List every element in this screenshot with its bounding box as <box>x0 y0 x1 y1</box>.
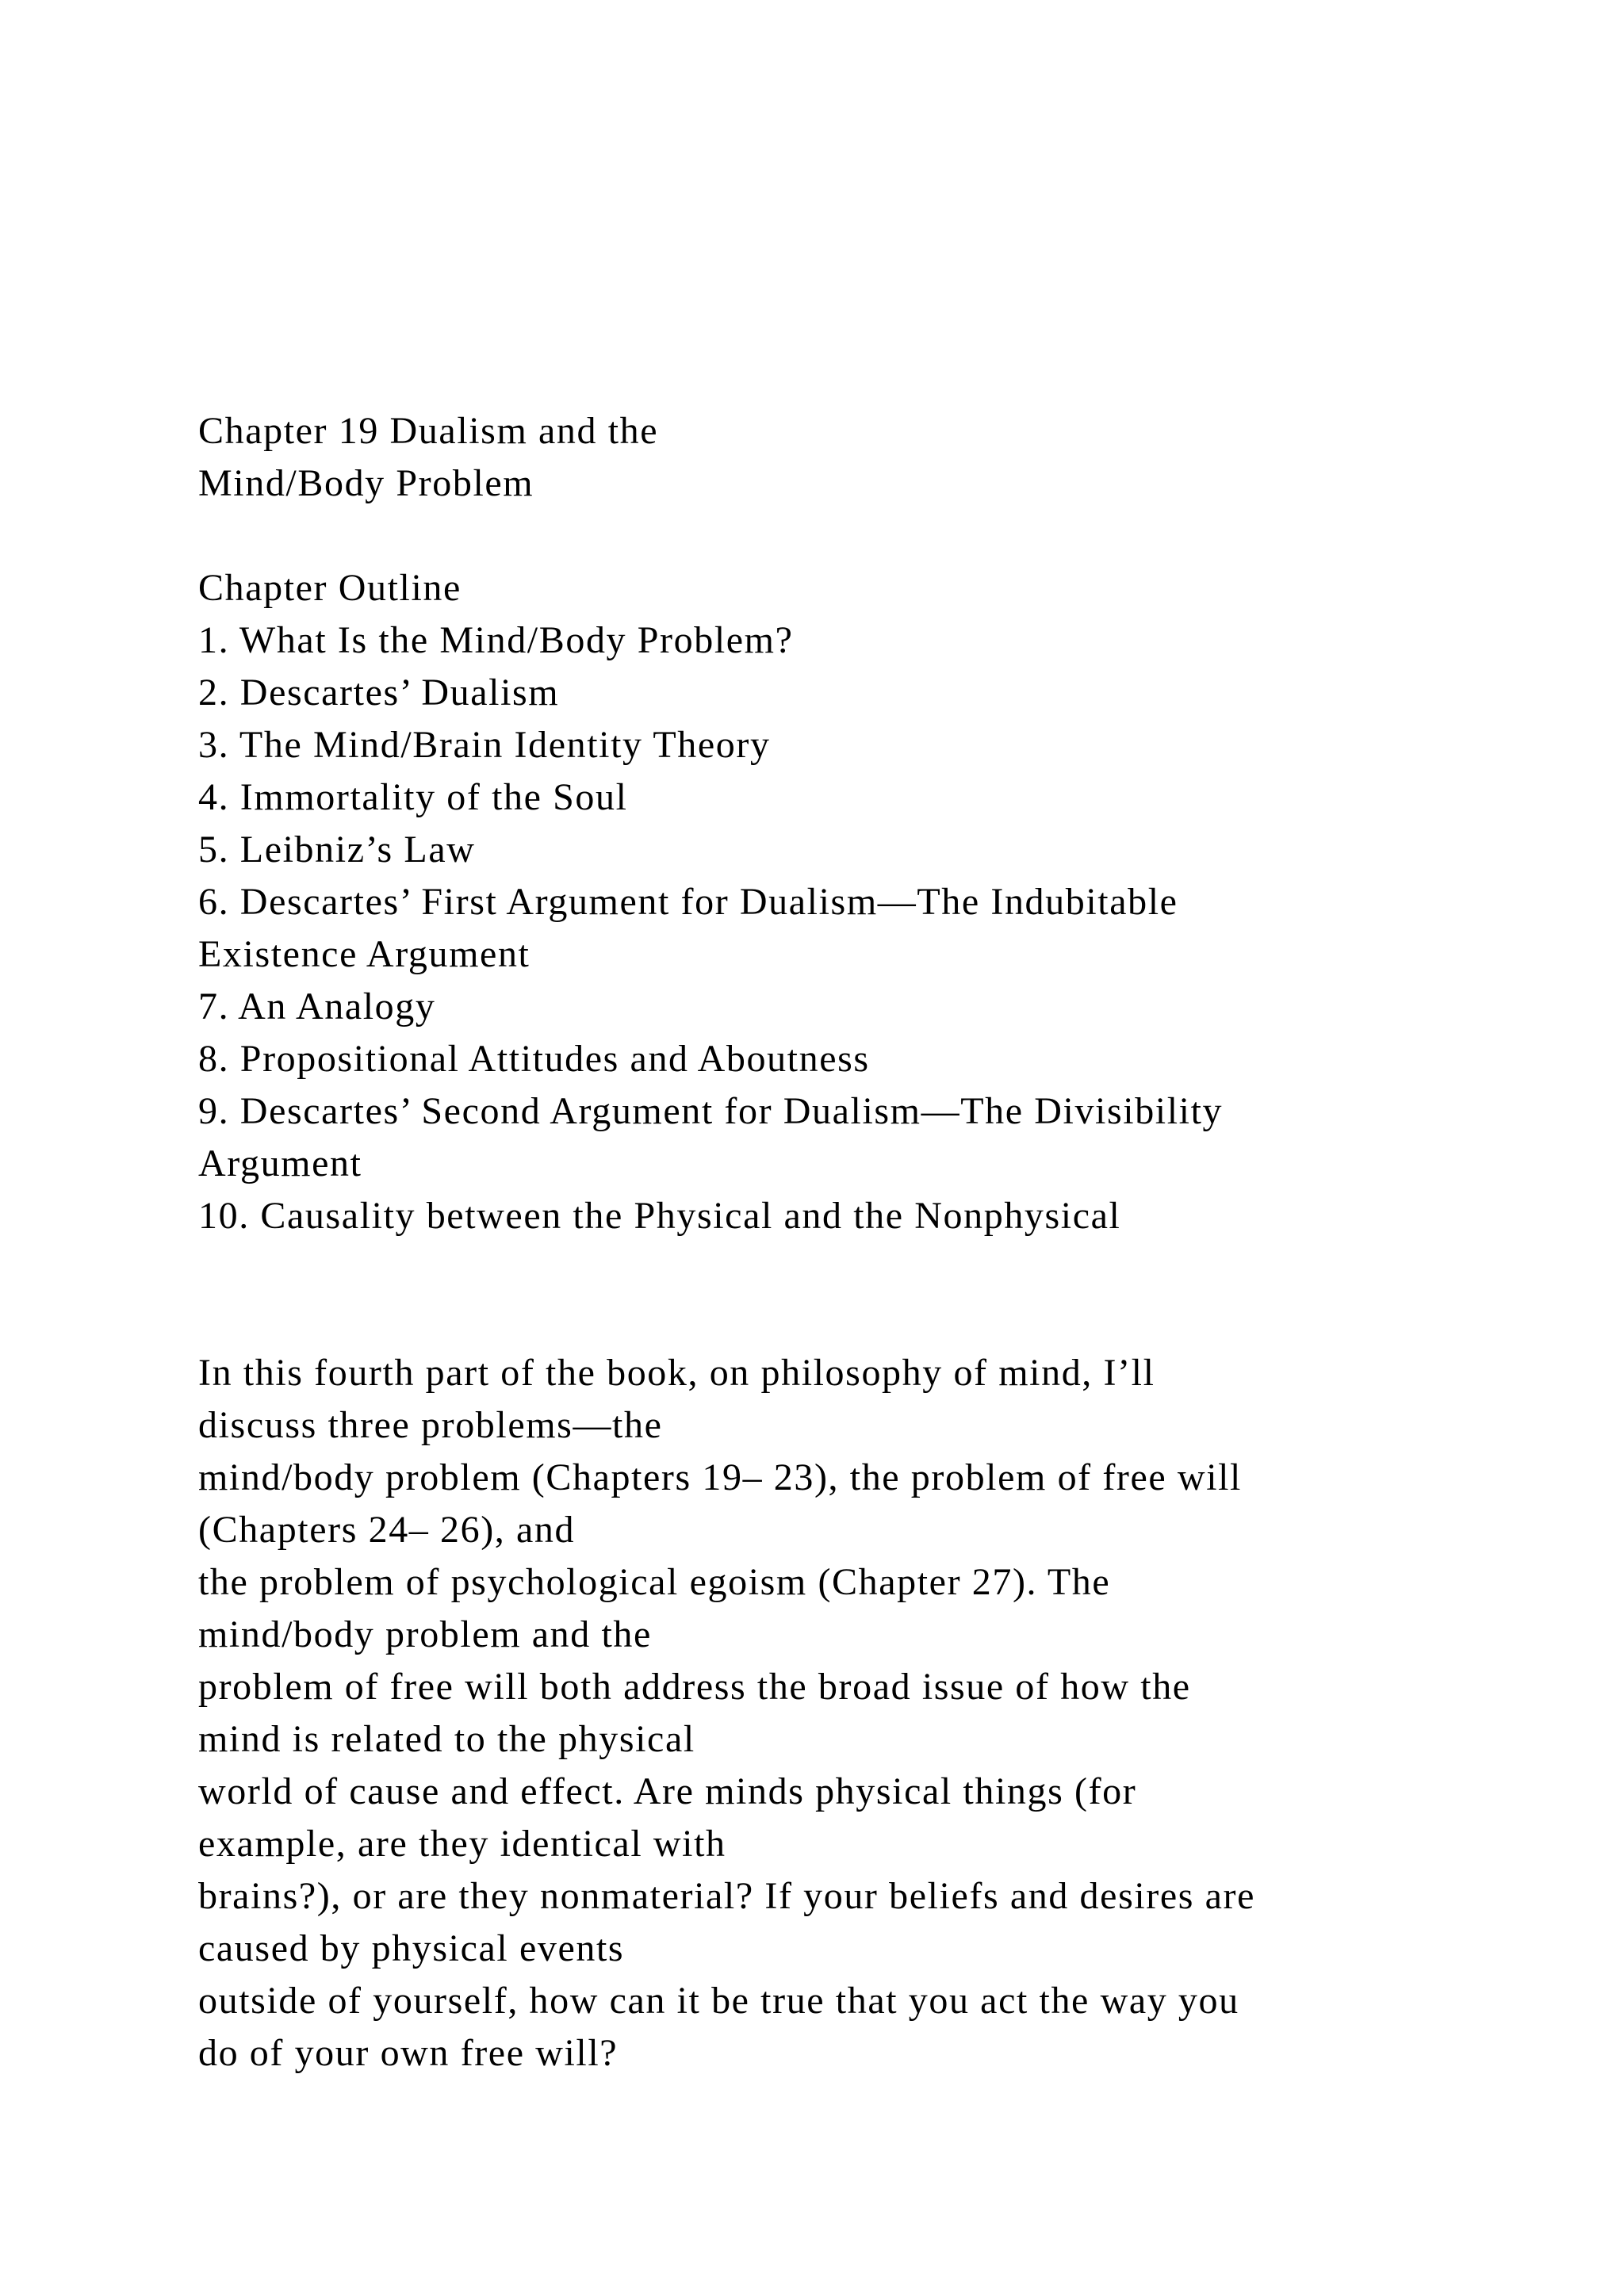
outline-item: 6. Descartes’ First Argument for Dualism—The Indubitable <box>198 881 1178 923</box>
paragraph-line: example, are they identical with <box>198 1823 726 1865</box>
paragraph-line: discuss three problems—the <box>198 1404 663 1446</box>
paragraph-line: world of cause and effect. Are minds physical things (for <box>198 1770 1137 1812</box>
paragraph-line: brains?), or are they nonmaterial? If your beliefs and desires are <box>198 1875 1256 1917</box>
document-text <box>198 405 1594 2080</box>
chapter-title-line: Mind/Body Problem <box>198 462 534 504</box>
outline-item: 1. What Is the Mind/Body Problem? <box>198 619 794 661</box>
outline-item: 4. Immortality of the Soul <box>198 776 628 818</box>
outline-item: 8. Propositional Attitudes and Aboutness <box>198 1038 870 1080</box>
paragraph-line: mind is related to the physical <box>198 1718 695 1760</box>
blank-line <box>198 510 1594 562</box>
outline-item: Existence Argument <box>198 933 530 975</box>
outline-item: 5. Leibniz’s Law <box>198 828 476 871</box>
outline-heading: Chapter Outline <box>198 567 462 609</box>
paragraph-line: do of your own free will? <box>198 2032 619 2074</box>
paragraph-line: mind/body problem and the <box>198 1613 652 1655</box>
outline-item: 10. Causality between the Physical and the Nonphysical <box>198 1195 1121 1237</box>
outline-item: 3. The Mind/Brain Identity Theory <box>198 724 771 766</box>
outline-item: 2. Descartes’ Dualism <box>198 672 560 714</box>
paragraph-line: outside of yourself, how can it be true that you act the way you <box>198 1980 1239 2022</box>
outline-item: Argument <box>198 1142 362 1184</box>
blank-space <box>198 1242 1594 1347</box>
paragraph-line: In this fourth part of the book, on philosophy of mind, I’ll <box>198 1352 1155 1394</box>
paragraph-line: problem of free will both address the broad issue of how the <box>198 1666 1191 1708</box>
paragraph-line: mind/body problem (Chapters 19– 23), the problem of free will <box>198 1456 1242 1498</box>
paragraph-line: (Chapters 24– 26), and <box>198 1509 576 1551</box>
paragraph-line: the problem of psychological egoism (Chapter 27). The <box>198 1561 1111 1603</box>
outline-item: 9. Descartes’ Second Argument for Dualism—The Divisibility <box>198 1090 1224 1132</box>
paragraph-line: caused by physical events <box>198 1927 625 1969</box>
chapter-title-line: Chapter 19 Dualism and the <box>198 410 659 452</box>
outline-item: 7. An Analogy <box>198 985 436 1027</box>
